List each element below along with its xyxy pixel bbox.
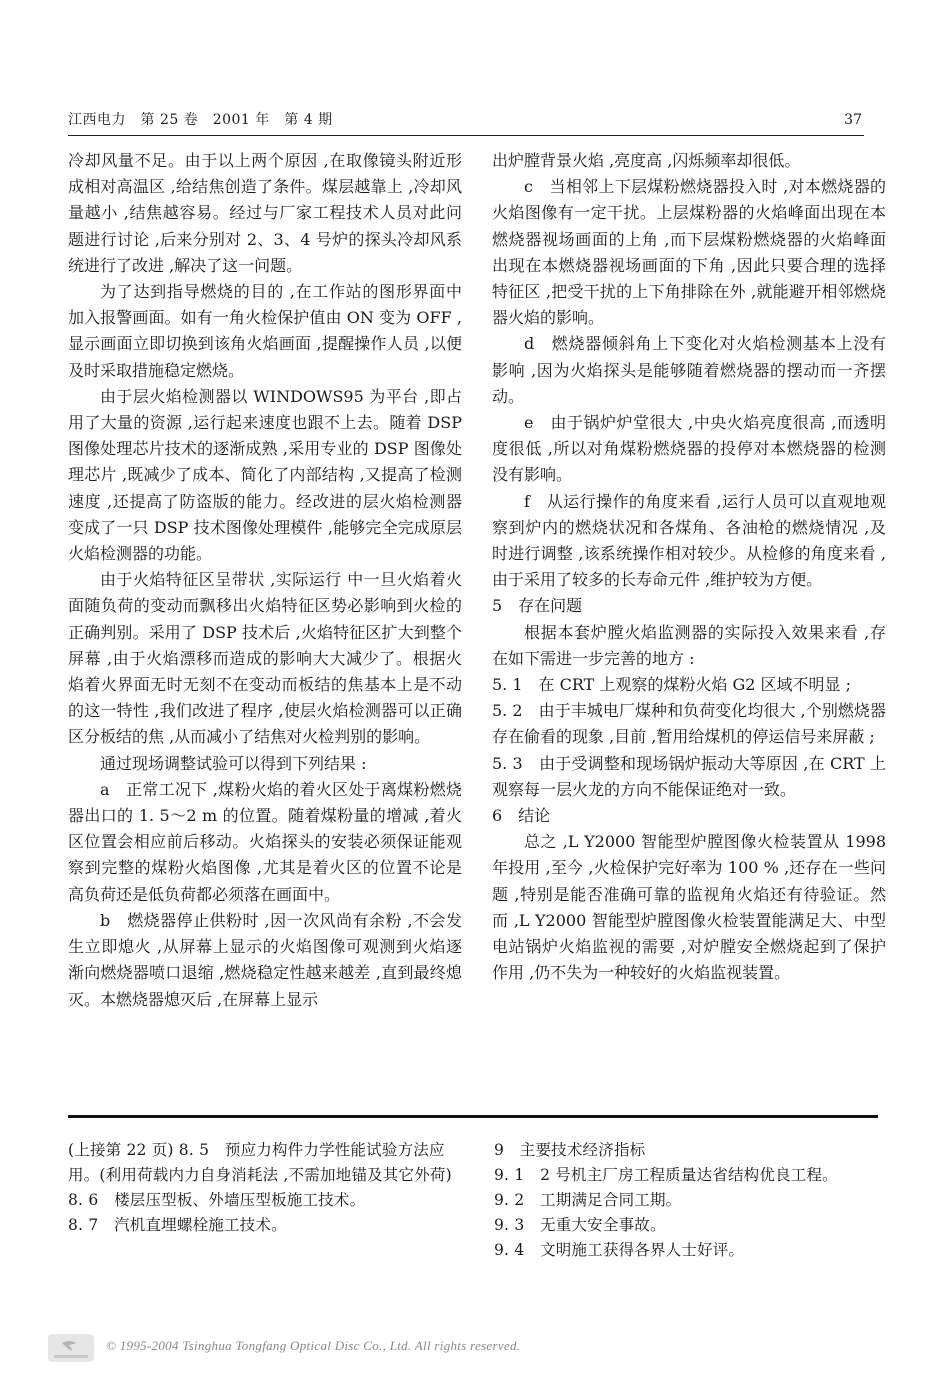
paragraph: 总之 ,L Y2000 智能型炉膛图像火检装置从 1998 年投用 ,至今 ,火检保护完好率为 100 % ,还存在一些问题 ,特别是能否准确可靠的监视角火焰还有待验证。然而 ,L Y2000 智能型炉膛图像火检装置能满足大、中型电站锅炉火焰监视的需要 ,对炉膛安全燃烧起到了保护作用 ,仍不失为一种较好的火焰监视装置。 (492, 832, 886, 983)
list-item: 9. 1 2 号机主厂房工程质量达省结构优良工程。 (494, 1166, 838, 1184)
list-item: 8. 6 楼层压型板、外墙压型板施工技术。 (68, 1191, 366, 1209)
cnki-logo-icon (48, 1334, 94, 1362)
paragraph: 由于火焰特征区呈带状 ,实际运行 中一旦火焰着火面随负荷的变动而飘移出火焰特征区势必影响到火检的正确判别。采用了 DSP 技术后 ,火焰特征区扩大到整个屏幕 ,由于火焰漂移而造成的影响大大减少了。根据火焰着火界面无时无刻不在变动而板结的焦基本上是不动的这一特性 ,我们改进了程序 ,使层火焰检测器可以正确区分板结的焦 ,从而减小了结焦对火检判别的影响。 (68, 570, 462, 747)
list-item: b 燃烧器停止供粉时 ,因一次风尚有余粉 ,不会发生立即熄火 ,从屏幕上显示的火焰图像可观测到火焰逐渐向燃烧器喷口退缩 ,燃烧稳定性越来越差 ,直到最终熄灭。本燃烧器熄灭后 ,在屏幕上显示 (68, 910, 462, 1009)
right-column (492, 148, 886, 987)
list-item: 8. 7 汽机直埋螺栓施工技术。 (68, 1216, 287, 1234)
list-item: 9. 3 无重大安全事故。 (494, 1216, 666, 1234)
section-line: 5. 1 在 CRT 上观察的煤粉火焰 G2 区域不明显 ; (492, 675, 851, 695)
continued-article-left (68, 1138, 468, 1238)
paragraph: 通过现场调整试验可以得到下列结果 : (100, 753, 367, 773)
section-line: 5. 3 由于受调整和现场锅炉振动大等原因 ,在 CRT 上观察每一层火龙的方向不能保证绝对一致。 (492, 753, 886, 799)
continued-article-right (494, 1138, 894, 1263)
section-line: 6 结论 (492, 806, 551, 826)
paragraph: 冷却风量不足。由于以上两个原因 ,在取像镜头附近形成相对高温区 ,给结焦创造了条件。煤层越靠上 ,冷却风量越小 ,结焦越容易。经过与厂家工程技术人员对此问题进行讨论 ,后来分别对 2、3、4 号炉的探头冷却风系统进行了改进 ,解决了这一问题。 (68, 151, 462, 275)
running-header (68, 110, 862, 136)
list-item: 9. 4 文明施工获得各界人士好评。 (494, 1241, 745, 1259)
section-line: 5. 2 由于丰城电厂煤种和负荷变化均很大 ,个别燃烧器存在偷看的现象 ,目前 ,暂用给煤机的停运信号来屏蔽 ; (492, 701, 886, 747)
section-heading: 9 主要技术经济指标 (494, 1141, 646, 1159)
paragraph: 为了达到指导燃烧的目的 ,在工作站的图形界面中加入报警画面。如有一角火检保护值由 ON 变为 OFF ,显示画面立即切换到该角火焰画面 ,提醒操作人员 ,以便及时采取措施稳定燃烧。 (68, 282, 462, 380)
header-rule (68, 135, 864, 136)
journal-info: 江西电力 第 25 卷 2001 年 第 4 期 (68, 112, 333, 128)
list-item: 9. 2 工期满足合同工期。 (494, 1191, 682, 1209)
paragraph: d 燃烧器倾斜角上下变化对火焰检测基本上没有影响 ,因为火焰探头是能够随着燃烧器的摆动而一齐摆动。 (492, 334, 886, 406)
paragraph: c 当相邻上下层煤粉燃烧器投入时 ,对本燃烧器的火焰图像有一定干扰。上层煤粉器的火焰峰面出现在本燃烧器视场画面的上角 ,而下层煤粉燃烧器的火焰峰面出现在本燃烧器视场画面的下角 ,因此只要合理的选择特征区 ,把受干扰的上下角排除在外 ,就能避开相邻燃烧器火焰的影响。 (492, 177, 886, 328)
page-number: 37 (844, 112, 862, 128)
paragraph: 根据本套炉膛火焰监测器的实际投入效果来看 ,存在如下需进一步完善的地方 : (492, 622, 886, 668)
section-line: 出炉膛背景火焰 ,亮度高 ,闪烁频率却很低。 (492, 151, 801, 170)
section-line: 5 存在问题 (492, 596, 583, 616)
section-divider (68, 1115, 878, 1118)
copyright-text: © 1995-2004 Tsinghua Tongfang Optical Disc Co., Ltd. All rights reserved. (106, 1338, 521, 1353)
paragraph: 由于层火焰检测器以 WINDOWS95 为平台 ,即占用了大量的资源 ,运行起来速度也跟不上去。随着 DSP 图像处理芯片技术的逐渐成熟 ,采用专业的 DSP 图像处理芯片 ,既减少了成本、简化了内部结构 ,又提高了检测速度 ,还提高了防盗版的能力。经改进的层火焰检测器变成了一只 DSP 技术图像处理模件 ,能够完全完成原层火焰检测器的功能。 (68, 386, 462, 564)
paragraph: f 从运行操作的角度来看 ,运行人员可以直观地观察到炉内的燃烧状况和各煤角、各油枪的燃烧情况 ,及时进行调整 ,该系统操作相对较少。从检修的角度来看 ,由于采用了较多的长寿命元件 ,维护较为方便。 (492, 491, 886, 590)
list-item: a 正常工况下 ,煤粉火焰的着火区处于离煤粉燃烧器出口的 1. 5～2 m 的位置。随着煤粉量的增减 ,着火区位置会相应前后移动。火焰探头的安装必须保证能观察到完整的煤粉火焰图像 ,尤其是着火区的位置不论是高负荷还是低负荷都必须落在画面中。 (68, 779, 462, 904)
copyright-footer (48, 1330, 908, 1364)
paragraph: e 由于锅炉炉堂很大 ,中央火焰亮度很高 ,而透明度很低 ,所以对角煤粉燃烧器的投停对本燃烧器的检测没有影响。 (492, 413, 886, 485)
left-column (68, 148, 462, 1013)
list-item: (上接第 22 页) 8. 5 预应力构件力学性能试验方法应用。(利用荷载内力自身消耗法 ,不需加地锚及其它外荷) (68, 1141, 452, 1184)
